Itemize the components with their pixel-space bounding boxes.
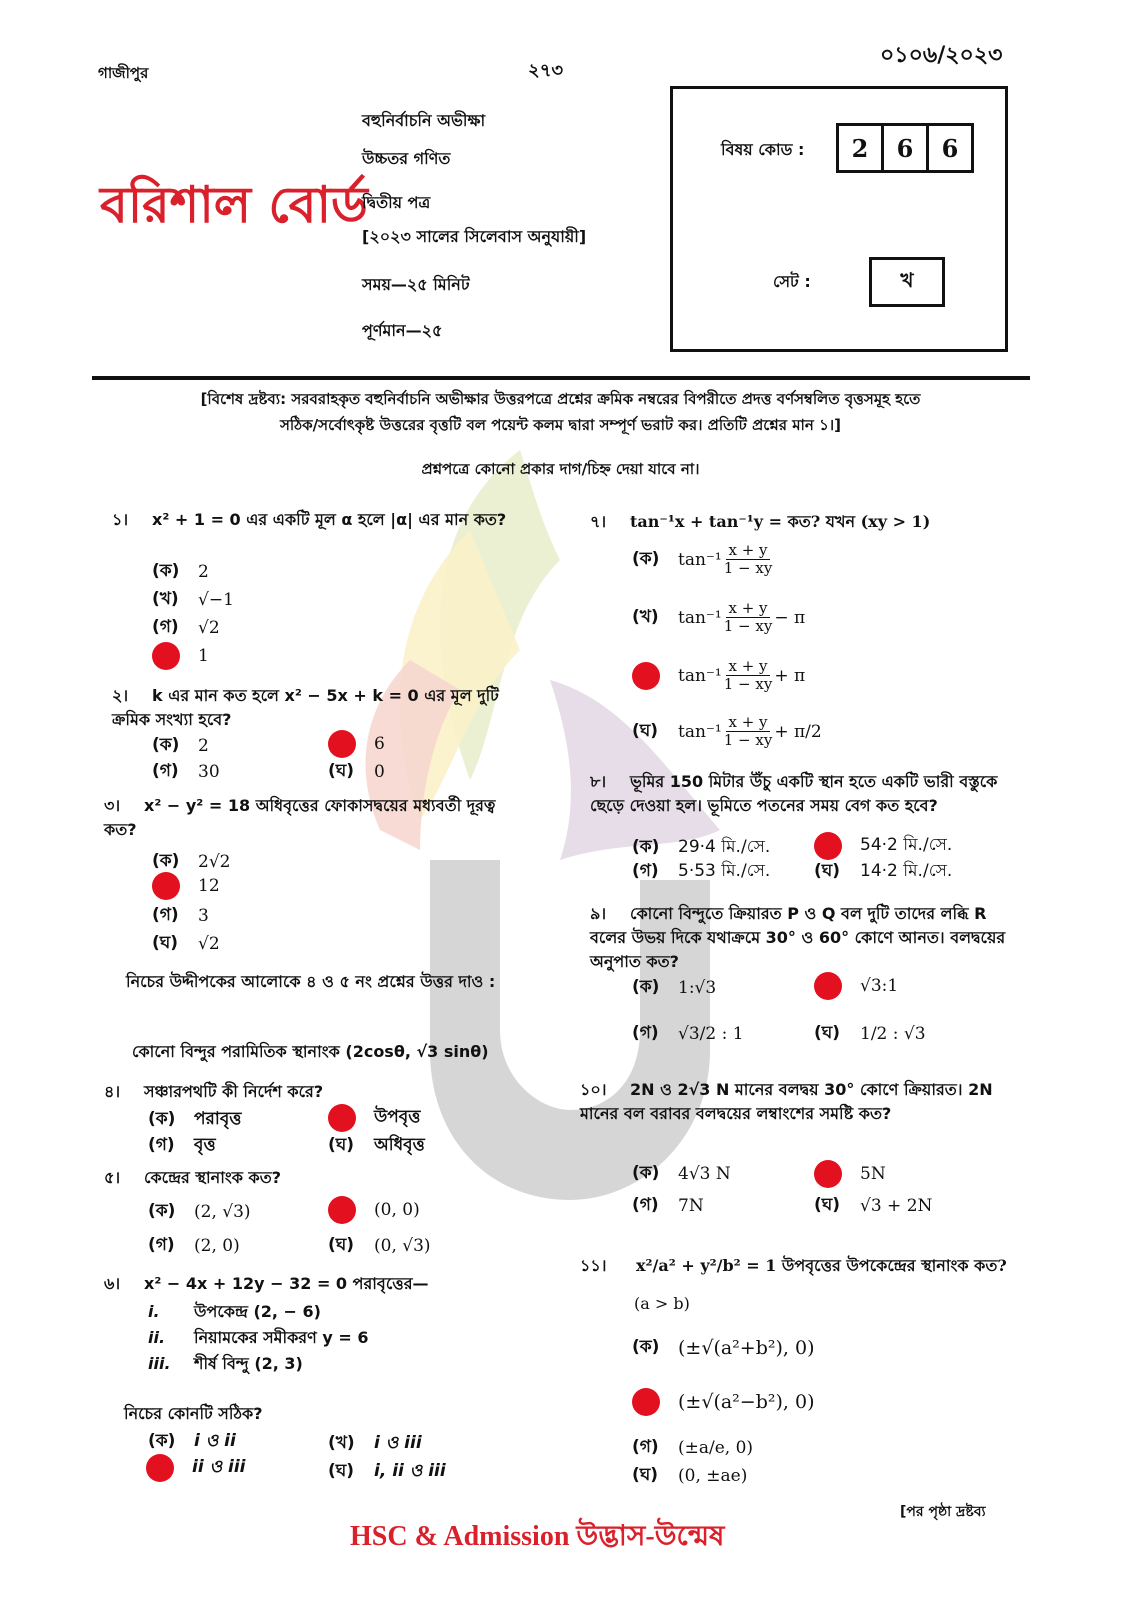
paper-name: দ্বিতীয় পত্র — [362, 193, 431, 212]
exam-date: ০১০৬/২০২৩ — [880, 43, 1003, 68]
option-ga[interactable]: (গ) (2, 0) — [148, 1235, 240, 1256]
statement-i: i. উপকেন্দ্র (2, − 6) — [148, 1302, 321, 1321]
option-kha-marked[interactable]: (±√(a²−b²), 0) — [632, 1388, 815, 1416]
option-kha-marked[interactable]: (0, 0) — [328, 1196, 420, 1224]
option-kha[interactable]: (খ) i ও iii — [328, 1433, 422, 1453]
question-5: ৫। কেন্দ্রের স্থানাংক কত? — [104, 1168, 281, 1187]
option-ga[interactable]: (গ) বৃত্ত — [148, 1135, 216, 1155]
subject-code-panel — [670, 86, 1008, 352]
footer-brand: HSC & Admission উদ্ভাস-উন্মেষ — [350, 1521, 725, 1552]
option-ga-marked[interactable]: ii ও iii — [146, 1454, 246, 1482]
option-ka[interactable]: (ক) 4√3 N — [632, 1163, 731, 1184]
option-ka[interactable]: (ক) 2 — [152, 561, 209, 582]
option-gha[interactable]: (ঘ) (0, √3) — [328, 1235, 431, 1256]
set-label: সেট : — [773, 272, 811, 291]
question-11: ১১। x²/a² + y²/b² = 1 উপবৃত্তের উপকেন্দ্রের স্থানাংক কত? — [580, 1256, 1007, 1275]
page-number: ২৭৩ — [528, 60, 564, 81]
option-gha[interactable]: (ঘ) √3 + 2N — [814, 1195, 933, 1216]
question-text: x² + 1 = 0 এর একটি মূল α হলে |α| এর মান কত? — [152, 510, 507, 529]
answer-marked-icon — [814, 832, 842, 860]
full-marks: পূর্ণমান—২৫ — [362, 321, 443, 340]
option-ka[interactable]: (ক) tan⁻¹ $\frac{x + y}{1 - xy}$ — [632, 541, 773, 577]
option-ka[interactable]: (ক) 1:√3 — [632, 977, 717, 998]
subject-code-boxes — [839, 123, 974, 173]
option-kha[interactable]: (খ) tan⁻¹ $\frac{x + y}{1 - xy}$ − π — [632, 599, 806, 635]
statement-ii: ii. নিয়ামকের সমীকরণ y = 6 — [148, 1328, 369, 1347]
answer-marked-icon — [152, 642, 180, 670]
question-9: ৯। কোনো বিন্দুতে ক্রিয়ারত P ও Q বল দুটি তাদের লব্ধি R বলের উভয় দিকে যথাক্রমে 30° ও 60° কোণে আনত। বলদ্বয়ের অনুপাত কত? — [590, 904, 1006, 971]
set-value: খ — [869, 257, 945, 307]
notice-line-1: [বিশেষ দ্রষ্টব্য: সরবরাহকৃত বহুনির্বাচনি অভীক্ষার উত্তরপত্রে প্রশ্নের ক্রমিক নম্বরের বিপরীতে প্রদত্ত বর্ণসম্বলিত বৃত্তসমূহ হতে — [200, 390, 921, 408]
question-3: ৩। x² − y² = 18 অধিবৃত্তের ফোকাসদ্বয়ের মধ্যবর্তী দূরত্ব কত? — [104, 796, 496, 839]
subject-name: উচ্চতর গণিত — [362, 149, 451, 168]
option-gha[interactable]: (ঘ) 1/2 : √3 — [814, 1023, 926, 1044]
answer-marked-icon — [146, 1454, 174, 1482]
question-number: ১। — [112, 510, 129, 529]
subject-code-label: বিষয় কোড : — [721, 140, 805, 159]
question-6: ৬। x² − 4x + 12y − 32 = 0 পরাবৃত্তের— — [104, 1274, 429, 1293]
answer-marked-icon — [152, 872, 180, 900]
option-gha[interactable]: (ঘ) √2 — [152, 933, 220, 954]
option-ga[interactable]: (গ) 3 — [152, 905, 209, 926]
option-gha[interactable]: (ঘ) i, ii ও iii — [328, 1461, 446, 1481]
option-ka[interactable]: (ক) i ও ii — [148, 1431, 236, 1451]
option-kha-marked[interactable]: √3:1 — [814, 972, 898, 1000]
exam-time: সময়—২৫ মিনিট — [362, 275, 470, 294]
answer-marked-icon — [328, 1196, 356, 1224]
option-kha-marked[interactable]: 5N — [814, 1160, 886, 1188]
option-kha-marked[interactable]: উপবৃত্ত — [328, 1104, 420, 1132]
option-ka[interactable]: (ক) 29·4 মি./সে. — [632, 837, 771, 857]
answer-marked-icon — [632, 1388, 660, 1416]
answer-marked-icon — [632, 662, 660, 690]
next-page-note: [পর পৃষ্ঠা দ্রষ্টব্য — [900, 1504, 986, 1520]
option-gha-marked[interactable]: 1 — [152, 642, 209, 670]
answer-marked-icon — [328, 730, 356, 758]
question-10: ১০। 2N ও 2√3 N মানের বলদ্বয় 30° কোণে ক্রিয়ারত। 2N মানের বল বরাবর বলদ্বয়ের লম্বাংশের সমষ্টি কত? — [580, 1080, 993, 1123]
option-kha-marked[interactable]: 6 — [328, 730, 385, 758]
option-ga[interactable]: (গ) √2 — [152, 617, 220, 638]
subject-code-digit: 2 — [836, 123, 884, 173]
question-7: ৭। tan⁻¹x + tan⁻¹y = কত? যখন (xy > 1) — [590, 512, 931, 531]
option-gha[interactable]: (ঘ) অধিবৃত্ত — [328, 1135, 425, 1155]
option-ga[interactable]: (গ) √3/2 : 1 — [632, 1023, 744, 1044]
option-ga[interactable]: (গ) (±a/e, 0) — [632, 1437, 754, 1458]
header-divider — [92, 376, 1030, 380]
option-ka[interactable]: (ক) (2, √3) — [148, 1201, 251, 1222]
option-ka[interactable]: (ক) 2√2 — [152, 851, 231, 872]
option-gha[interactable]: (ঘ) 14·2 মি./সে. — [814, 861, 953, 881]
notice-line-2: সঠিক/সর্বোৎকৃষ্ট উত্তরের বৃত্তটি বল পয়েন্ট কলম দ্বারা সম্পূর্ণ ভরাট কর। প্রতিটি প্রশ্নের মান ১।] — [279, 416, 842, 434]
question-4: ৪। সঞ্চারপথটি কী নির্দেশ করে? — [104, 1082, 324, 1101]
option-ga-marked[interactable]: tan⁻¹ $\frac{x + y}{1 - xy}$ + π — [632, 658, 805, 693]
board-title: বরিশাল বোর্ড — [100, 175, 368, 234]
subject-code-digit: 6 — [926, 123, 974, 173]
option-ga[interactable]: (গ) 30 — [152, 761, 220, 782]
instruction-notice — [88, 386, 1033, 438]
answer-marked-icon — [328, 1104, 356, 1132]
exam-type: বহুনির্বাচনি অভীক্ষা — [362, 111, 486, 130]
question-8: ৮। ভূমির 150 মিটার উঁচু একটি স্থান হতে একটি ভারী বস্তুকে ছেড়ে দেওয়া হল। ভূমিতে পতনের সময় বেগ কত হবে? — [590, 772, 998, 815]
subject-code-digit: 6 — [881, 123, 929, 173]
stimulus-instruction: নিচের উদ্দীপকের আলোকে ৪ ও ৫ নং প্রশ্নের উত্তর দাও : — [126, 972, 496, 991]
option-ka[interactable]: (ক) (±√(a²+b²), 0) — [632, 1337, 815, 1359]
option-ga[interactable]: (গ) 7N — [632, 1195, 704, 1216]
option-ka[interactable]: (ক) 2 — [152, 735, 209, 756]
notice-no-marks: প্রশ্নপত্রে কোনো প্রকার দাগ/চিহ্ন দেয়া যাবে না। — [421, 460, 700, 478]
question-1 — [112, 508, 522, 532]
statement-iii: iii. শীর্ষ বিন্দু (2, 3) — [148, 1354, 303, 1373]
option-kha-marked[interactable]: 54·2 মি./সে. — [814, 832, 952, 860]
header-left-label: গাজীপুর — [98, 64, 149, 82]
stimulus-text: কোনো বিন্দুর পরামিতিক স্থানাংক (2cosθ, √3 sinθ) — [132, 1042, 489, 1061]
answer-marked-icon — [814, 1160, 842, 1188]
option-kha-marked[interactable]: 12 — [152, 872, 220, 900]
option-kha[interactable]: (খ) √−1 — [152, 589, 234, 610]
option-ka[interactable]: (ক) পরাবৃত্ত — [148, 1109, 242, 1129]
answer-marked-icon — [814, 972, 842, 1000]
option-gha[interactable]: (ঘ) 0 — [328, 761, 385, 782]
question-prompt: নিচের কোনটি সঠিক? — [124, 1404, 263, 1423]
question-2: ২। k এর মান কত হলে x² − 5x + k = 0 এর মূল দুটি ক্রমিক সংখ্যা হবে? — [112, 686, 499, 729]
option-gha[interactable]: (ঘ) tan⁻¹ $\frac{x + y}{1 - xy}$ + π/2 — [632, 713, 822, 749]
option-gha[interactable]: (ঘ) (0, ±ae) — [632, 1465, 748, 1486]
option-ga[interactable]: (গ) 5·53 মি./সে. — [632, 861, 771, 881]
syllabus-note: [২০২৩ সালের সিলেবাস অনুযায়ী] — [362, 227, 587, 246]
question-condition: (a > b) — [634, 1294, 690, 1313]
